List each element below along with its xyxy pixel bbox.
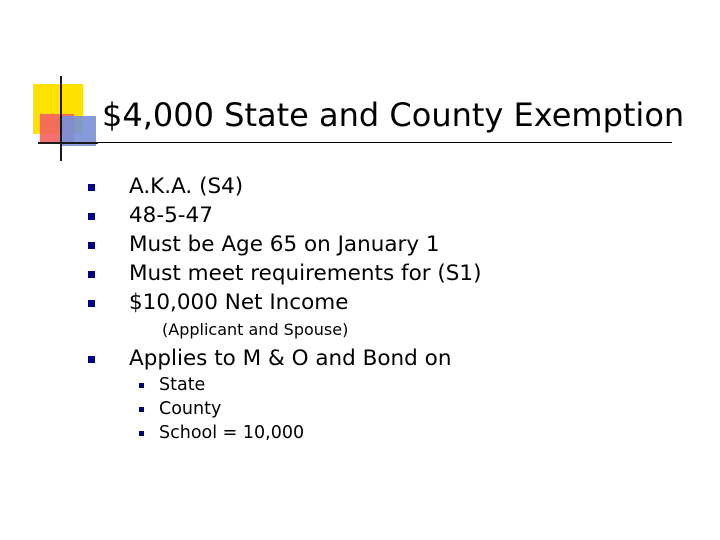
square-bullet-icon (139, 383, 144, 388)
square-bullet-icon (139, 431, 144, 436)
decor-vertical-line (60, 76, 62, 161)
sub-bullet-text: State (159, 375, 206, 395)
bullet-text: $10,000 Net Income (129, 290, 349, 315)
square-bullet-icon (88, 213, 95, 220)
slide-title: $4,000 State and County Exemption (102, 96, 685, 134)
decor-horizontal-accent (38, 142, 98, 144)
bullet-text: A.K.A. (S4) (129, 174, 244, 199)
sub-bullet-text: County (159, 399, 222, 419)
bullet-item (0, 259, 720, 288)
sub-bullet-item (0, 421, 720, 445)
square-bullet-icon (88, 242, 95, 249)
square-bullet-icon (88, 271, 95, 278)
square-bullet-icon (139, 407, 144, 412)
bullet-text: Applies to M & O and Bond on (129, 346, 452, 371)
income-note (0, 317, 720, 342)
square-bullet-icon (88, 184, 95, 191)
bullet-item (0, 288, 720, 317)
bullet-text: Must be Age 65 on January 1 (129, 232, 440, 257)
bullet-item-applies (0, 344, 720, 373)
sub-bullet-item (0, 397, 720, 421)
sub-bullet-text: School = 10,000 (159, 423, 305, 443)
bullet-text: 48-5-47 (129, 203, 213, 228)
sub-bullet-item (0, 373, 720, 397)
bullet-text: Must meet requirements for (S1) (129, 261, 482, 286)
square-bullet-icon (88, 300, 95, 307)
bullet-item (0, 172, 720, 201)
note-text: (Applicant and Spouse) (162, 320, 349, 339)
bullet-item (0, 230, 720, 259)
bullet-list (0, 172, 720, 445)
square-bullet-icon (88, 356, 95, 363)
bullet-item (0, 201, 720, 230)
title-underline (38, 142, 672, 143)
